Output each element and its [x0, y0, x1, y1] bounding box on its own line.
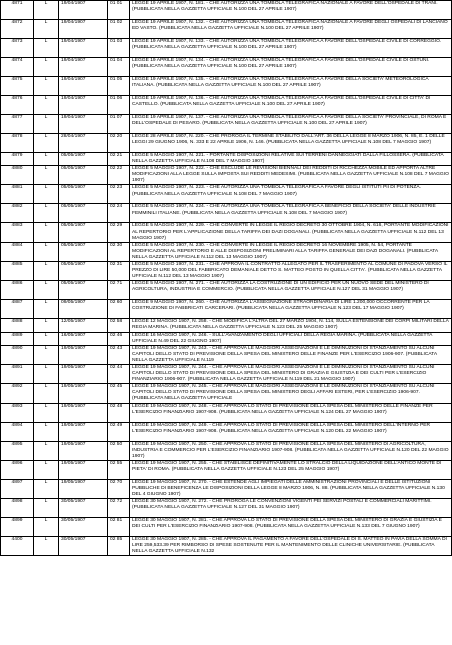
table-row [1, 345, 452, 364]
record-number: 4898 [1, 499, 34, 518]
record-type: L [34, 403, 59, 422]
record-text: LEGGE 30 MAGGIO 1907, N. 285. - CHE APPROVA IL PAGAMENTO A FAVORE DELL'OSPEDALE DI S. MATTEO IN PAVIA DELLA SOMMA DI LIRE 259,533.39 PER RIMBORSO DI SPESE SOSTENUTE PER IL MANTENIMENTO DELLE CLINICHE UNIVERSITARIE. (PUBBLICATA NELLA GAZZETTA UFFICIALE N.132 [130, 537, 452, 556]
record-number: 4880 [1, 166, 34, 185]
table-row [1, 319, 452, 332]
table-row [1, 204, 452, 223]
record-text: LEGGE 19 APRILE 1907, N. 132. - CHE AUTORIZZA UNA TOMBOLA TELEGRAFICA NAZIONALE A FAVORE DEGLI OSPEDALI DI LANCIANO ED VASTO. (PUBBLICATA NELLA GAZZETTA UFFICIALE N.100 DEL 27 APRILE 1907) [130, 20, 452, 39]
record-type: L [34, 39, 59, 58]
record-type: L [34, 384, 59, 403]
record-number: 4881 [1, 185, 34, 204]
table-row [1, 39, 452, 58]
record-number: 4885 [1, 262, 34, 281]
record-number: 4878 [1, 134, 34, 153]
record-text: LEGGE 19 MAGGIO 1907, N. 243. - CHE APPROVA LE MAGGIORI ASSEGNAZIONI E LE DIMINUZIONI DI STANZIAMENTO SU ALCUNI CAPITOLI DELLO STATO DI PREVISIONE DELLA SPESA DEL MINISTERO DELLE FINANZE PER L'ESERCIZIO 1906-907. (PUBBLICATA NELLA GAZZETTA UFFICIALE N.119 [130, 345, 452, 364]
record-index: 02 22 [108, 166, 130, 185]
table-row [1, 166, 452, 185]
record-type: L [34, 242, 59, 261]
record-text: LEGGE 19 APRILE 1907, N. 181. - CHE AUTORIZZA UNA TOMBOLA TELEGRAFICA NAZIONALE A FAVORE DELL'OSPEDALE DI TRANI. (PUBBLICATA NELLA GAZZETTA UFFICIALE N.100 DEL 27 APRILE 1907) [130, 1, 452, 20]
record-index: 02 29 [108, 223, 130, 242]
record-text: LEGGE 9 MAGGIO 1907, N. 260. - CHE AUTORIZZA L'ASSEGNAZIONE STRAORDINARIA DI LIRE 1.200,000 OCCORRENTE PER LA COSTRUZIONE DI FABBRICATI CARCERARI. (PUBBLICATA NELLA GAZZETTA UFFICIALE N.123 DEL 17 MAGGIO 1907) [130, 300, 452, 319]
record-type: L [34, 204, 59, 223]
record-text: LEGGE 19 MAGGIO 1907, N. 245. - CHE APPROVA LE MAGGIORI ASSEGNAZIONI E LE DIMINUZIONI DI STANZIAMENTO SU ALCUNI CAPITOLI DELLO STATO DI PREVISIONE DELLA SPESA DEL MINISTERO DEGLI AFFARI ESTERI, PER L'ESERCIZIO 1906-907. (PUBBLICATA NELLA GAZZETTA UFFICIALE [130, 384, 452, 403]
record-text: LEGGE 19 APRILE 1907, N. 135. - CHE AUTORIZZA UNA TOMBOLA TELEGRAFICA A FAVORE DELLA SOCIETA' METEOROLOGICA ITALIANA. (PUBBLICATA NELLA GAZZETTA UFFICIALE N.100 DEL 27 APRILE 1907) [130, 77, 452, 96]
record-index: 02 24 [108, 204, 130, 223]
table-row [1, 364, 452, 383]
table-row [1, 58, 452, 77]
record-type: L [34, 153, 59, 166]
record-date: 19/04/1907 [59, 1, 108, 20]
record-index: 02 72 [108, 499, 130, 518]
record-number: 4874 [1, 58, 34, 77]
record-type: L [34, 1, 59, 20]
record-index: 01 07 [108, 115, 130, 134]
record-number: 4899 [1, 518, 34, 537]
table-row [1, 20, 452, 39]
table-row [1, 479, 452, 498]
record-type: L [34, 134, 59, 153]
record-type: L [34, 281, 59, 300]
record-index: 02 20 [108, 134, 130, 153]
record-text: LEGGE 19 APRILE 1907, N. 137. - CHE AUTORIZZA UNA TOMBOLA TELEGRAFICA A FAVORE DELLA SOCIETA' PROVINCIALE, DI ROMA E DELL'OSPEDALE DI PESARO. (PUBBLICATA NELLA GAZZETTA UFFICIALE N.100 DEL 27 APRILE 1907) [130, 115, 452, 134]
record-date: 28/04/1907 [59, 134, 108, 153]
record-number: 4891 [1, 364, 34, 383]
record-text: LEGGE 19 MAGGIO 1907, N. 244. - CHE APPROVA LE MAGGIORI ASSEGNAZIONI E LE DIMINUZIONI DI STANZIAMENTO SU ALCUNI CAPITOLI DELLO STATO DI PREVISIONE DELLA SPESA DEL MINISTERO DI GRAZIA E GIUSTIZIA E DEI CULTI PER L'ESERCIZIO FINANZIARIO 1906-907. (PUBBLICATA NELLA GAZZETTA UFFICIALE N.119 DEL 21 MAGGIO 1907) [130, 364, 452, 383]
record-type: L [34, 364, 59, 383]
table-row [1, 499, 452, 518]
table-row [1, 518, 452, 537]
record-date: 05/05/1907 [59, 223, 108, 242]
record-date: 19/05/1907 [59, 441, 108, 460]
record-text: LEGGE 30 MAGGIO 1907, N. 272. - CHE PROROGA LE CONVENZIONI VIGENTI PEI SERVIZI POSTALI E COMMERCIALI MARITTIMI. (PUBBLICATA NELLA GAZZETTA UFFICIALE N.127 DEL 31 MAGGIO 1907) [130, 499, 452, 518]
record-date: 05/05/1907 [59, 185, 108, 204]
record-number: 4896 [1, 460, 34, 479]
record-number: 4887 [1, 300, 34, 319]
record-date: 30/05/1907 [59, 518, 108, 537]
record-date: 30/05/1907 [59, 499, 108, 518]
record-type: L [34, 422, 59, 441]
record-index: 01 04 [108, 58, 130, 77]
record-index: 02 70 [108, 479, 130, 498]
record-type: L [34, 537, 59, 556]
table-row [1, 384, 452, 403]
record-text: LEGGE 19 MAGGIO 1907, N. 248. - CHE APPROVA LO STATO DI PREVISIONE DELLA SPESA DEL MINISTERO DELLE FINANZE PER L'ESERCIZIO FINANZIARIO 1907-908. (PUBBLICATA NELLA GAZZETTA UFFICIALE N.124 DEL 27 MAGGIO 1907) [130, 403, 452, 422]
record-type: L [34, 518, 59, 537]
table-row [1, 1, 452, 20]
record-date: 05/05/1907 [59, 281, 108, 300]
record-date: 19/04/1907 [59, 115, 108, 134]
record-number: 4890 [1, 345, 34, 364]
record-date: 16/05/1907 [59, 332, 108, 345]
record-number: 4883 [1, 223, 34, 242]
record-type: L [34, 115, 59, 134]
record-index: 02 43 [108, 345, 130, 364]
record-date: 05/05/1907 [59, 166, 108, 185]
record-type: L [34, 345, 59, 364]
record-date: 30/05/1907 [59, 537, 108, 556]
table-row [1, 403, 452, 422]
table-row [1, 134, 452, 153]
record-date: 19/05/1907 [59, 364, 108, 383]
record-text: LEGGE 5 MAGGIO 1907, N. 229. - CHE CONVERTE IN LEGGE IL REGIO DECRETO 30 OTTOBRE 1904, N. 616, PORTANTE MODIFICAZIONI AL REPERTORIO PER L'APPLICAZIONE DELLA TARIFFA DEI DAZI DOGANALI. (PUBBLICATA NELLA GAZZETTA UFFICIALE N.112 DEL 13 MAGGIO 1907) [130, 223, 452, 242]
record-type: L [34, 479, 59, 498]
record-text: LEGGE 30 MAGGIO 1907, N. 281. - CHE APPROVA LO STATO DI PREVISIONE DELLA SPESA DEL MINISTERO DI GRAZIA E GIUSTIZIA E DEI CULTI PER L'ESERCIZIO FINANZIARIO 1907-908. (PUBBLICATA NELLA GAZZETTA UFFICIALE N.133 DEL 7 GIUGNO 1907) [130, 518, 452, 537]
record-number: 4873 [1, 39, 34, 58]
record-index: 02 48 [108, 403, 130, 422]
record-number: 4871 [1, 1, 34, 20]
record-type: L [34, 96, 59, 115]
record-number: 4893 [1, 403, 34, 422]
record-text: LEGGE 19 APRILE 1907, N. 134. - CHE AUTORIZZA UNA TOMBOLA TELEGRAFICA A FAVORE DELL'OSPEDALE CIVILE DI OSTUNI. (PUBBLICATA NELLA GAZZETTA UFFICIALE N.100 DEL 27 APRILE 1907) [130, 58, 452, 77]
record-date: 19/05/1907 [59, 384, 108, 403]
record-index: 02 85 [108, 537, 130, 556]
record-date: 19/04/1907 [59, 96, 108, 115]
record-text: LEGGE 19 MAGGIO 1907, N. 255. - CHE STABILISCE DEFINITIVAMENTE LO STRALCIO DELLA LIQUIDAZIONE DELL'ANTICO MONTE DI PIETA' DI ROMA. (PUBBLICATA NELLA GAZZETTA UFFICIALE N.123 DEL 25 MAGGIO 1907) [130, 460, 452, 479]
record-text: LEGGE 5 MAGGIO 1907, N. 271. - CHE AUTORIZZA LA COSTRUZIONE DI UN EDIFICIO PER UN NUOVO SEDE DEL MINISTERO DI AGRICOLTURA, INDUSTRIA E COMMERCIO. (PUBBLICATA NELLA GAZZETTA UFFICIALE N.127 DEL 31 MAGGIO 1907) [130, 281, 452, 300]
record-date: 19/05/1907 [59, 345, 108, 364]
record-index: 02 44 [108, 364, 130, 383]
record-date: 19/05/1907 [59, 479, 108, 498]
record-index: 01 01 [108, 1, 130, 20]
record-date: 05/05/1907 [59, 204, 108, 223]
record-index: 02 71 [108, 281, 130, 300]
table-row [1, 223, 452, 242]
record-text: LEGGE 19 APRILE 1907, N. 133. - CHE AUTORIZZA UNA TOMBOLA TELEGRAFICA A FAVORE DELL'OSPEDALE CIVILE DI CORREGGIO. (PUBBLICATA NELLA GAZZETTA UFFICIALE N.100 DEL 27 APRILE 1907) [130, 39, 452, 58]
record-number: 4876 [1, 96, 34, 115]
record-number: 4877 [1, 115, 34, 134]
record-index: 02 50 [108, 441, 130, 460]
record-type: L [34, 319, 59, 332]
record-number: 4895 [1, 441, 34, 460]
record-date: 05/05/1907 [59, 242, 108, 261]
table-row [1, 332, 452, 345]
record-date: 19/05/1907 [59, 460, 108, 479]
record-type: L [34, 460, 59, 479]
record-text: LEGGE 19 MAGGIO 1907, N. 249. - CHE APPROVA LO STATO DI PREVISIONE DELLA SPESA DEL MINISTERO DELL'INTERNO PER L'ESERCIZIO FINANZIARIO 1907-908. (PUBBLICATA NELLA GAZZETTA UFFICIALE N.120 DEL 22 MAGGIO 1907) [130, 422, 452, 441]
record-type: L [34, 58, 59, 77]
record-date: 19/04/1907 [59, 58, 108, 77]
record-text: LEGGE 5 MAGGIO 1907, N. 230. - CHE CONVERTE IN LEGGE IL REGIO DECRETO 16 NOVEMBRE 1905, N. 54, PORTANTE MODIFICAZIONI AL REPERTORIO E ALLE DISPOSIZIONI PRELIMINARI ALLA TARIFFA GENERALE DEI DAZI DOGANALI. (PUBBLICATA NELLA GAZZETTA UFFICIALE N.112 DEL 13 MAGGIO 1907) [130, 242, 452, 261]
record-index: 02 81 [108, 518, 130, 537]
table-row [1, 153, 452, 166]
table-row [1, 300, 452, 319]
record-type: L [34, 223, 59, 242]
record-index: 02 58 [108, 319, 130, 332]
record-text: LEGGE 5 MAGGIO 1907, N. 221. - PORTANTE DISPOSIZIONI RELATIVE SUI TERRENI DANNEGGIATI DALLA FILLOSSERA. (PUBBLICATA NELLA GAZZETTA UFFICIALE N.108 DEL 7 MAGGIO 1907) [130, 153, 452, 166]
record-date: 19/04/1907 [59, 39, 108, 58]
record-type: L [34, 441, 59, 460]
record-number: 4875 [1, 77, 34, 96]
record-index: 01 02 [108, 20, 130, 39]
record-index: 02 31 [108, 262, 130, 281]
record-index: 01 06 [108, 96, 130, 115]
record-type: L [34, 300, 59, 319]
record-index: 02 30 [108, 242, 130, 261]
record-type: L [34, 20, 59, 39]
record-text: LEGGE 16 MAGGIO 1907, N. 246. - SULL'AVANZAMENTO DEGLI UFFICIALI DELLA REGIA MARINA. (PUBBLICATA NELLA GAZZETTA UFFICIALE N.49 DEL 22 GIUGNO 1907) [130, 332, 452, 345]
record-text: LEGGE 5 MAGGIO 1907, N. 231. - CHE APPROVA IL CONTRATTO ALLEGATO PER IL TRASFERIMENTO AL COMUNE DI PADOVA VERSO IL PREZZO DI LIRE 50,000 DEL FABBRICATO DEMANIALE DETTO S. MATTEO POSTO IN QUELLA CITTA'. (PUBBLICATA NELLA GAZZETTA UFFICIALE N.112 DEL 13 MAGGIO 1907) [130, 262, 452, 281]
record-number: 4886 [1, 281, 34, 300]
record-text: LEGGE 19 MAGGIO 1907, N. 250. - CHE APPROVA LO STATO DI PREVISIONE DELLA SPESA DEL MINISTERO DI AGRICOLTURA, INDUSTRIA E COMMERCIO PER L'ESERCIZIO FINANZIARIO 1907-908. (PUBBLICATA NELLA GAZZETTA UFFICIALE N.120 DEL 22 MAGGIO 1907) [130, 441, 452, 460]
record-date: 05/05/1907 [59, 262, 108, 281]
record-text: LEGGE 19 APRILE 1907, N. 136. - CHE AUTORIZZA UNA TOMBOLA TELEGRAFICA A FAVORE DELL'OSPEDALE CIVILE DI CITTA' DI CASTELLO. (PUBBLICATA NELLA GAZZETTA UFFICIALE N.100 DEL 27 APRILE 1907) [130, 96, 452, 115]
record-type: L [34, 166, 59, 185]
record-index: 02 46 [108, 332, 130, 345]
record-index: 01 03 [108, 39, 130, 58]
record-index: 02 23 [108, 185, 130, 204]
table-row [1, 460, 452, 479]
record-number: 4882 [1, 204, 34, 223]
record-date: 09/05/1907 [59, 300, 108, 319]
table-row [1, 281, 452, 300]
table-row [1, 96, 452, 115]
table-row [1, 422, 452, 441]
register-rows [1, 1, 452, 556]
record-date: 12/05/1907 [59, 319, 108, 332]
record-type: L [34, 185, 59, 204]
table-row [1, 185, 452, 204]
record-date: 19/05/1907 [59, 422, 108, 441]
record-type: L [34, 332, 59, 345]
record-number: 4892 [1, 384, 34, 403]
record-text: LEGGE 28 APRILE 1907, N. 220. - CHE PROROGA IL TERMINE STABILITO DALL'ART. 36 DELLA LEGGE 8 MARZO 1906, N. 85, E. 1 DELLE LEGGI 29 GIUGNO 1906, N. 333 E 22 APRILE 1906, N. 146. (PUBBLICATA NELLA GAZZETTA UFFICIALE N.108 DEL 7 MAGGIO 1907) [130, 134, 452, 153]
record-number: 4894 [1, 422, 34, 441]
record-date: 19/04/1907 [59, 20, 108, 39]
record-type: L [34, 262, 59, 281]
record-index: 02 55 [108, 460, 130, 479]
record-index: 01 05 [108, 77, 130, 96]
table-row [1, 115, 452, 134]
record-type: L [34, 499, 59, 518]
record-number: 4888 [1, 319, 34, 332]
record-text: LEGGE 5 MAGGIO 1907, N. 224. - CHE AUTORIZZA UNA TOMBOLA TELEGRAFICA A BENEFICIO DELLA SOCIETA' DELLE INDUSTRIE FEMMINILI ITALIANE. (PUBBLICATA NELLA GAZZETTA UFFICIALE N.108 DEL 7 MAGGIO 1907) [130, 204, 452, 223]
table-row [1, 441, 452, 460]
record-index: 02 49 [108, 422, 130, 441]
table-row [1, 77, 452, 96]
record-index: 02 60 [108, 300, 130, 319]
record-number: 4884 [1, 242, 34, 261]
record-date: 19/04/1907 [59, 77, 108, 96]
record-number: 4897 [1, 479, 34, 498]
record-text: LEGGE 5 MAGGIO 1907, N. 222. - CHE ESCLUDE LE REVISIONI BIENNALI DEI REDDITI DI RICCHEZZA MOBILE ED APPORTA ALTRE MODIFICAZIONI ALLA LEGGE SULLA IMPOSTA SUI REDDITI MEDESIMI. (PUBBLICATA NELLA GAZZETTA UFFICIALE N.108 DEL 7 MAGGIO 1907) [130, 166, 452, 185]
record-number: 4889 [1, 332, 34, 345]
record-text: LEGGE 5 MAGGIO 1907, N. 223. - CHE AUTORIZZA UNA TOMBOLA TELEGRAFICA A FAVORE DEGLI ISTITUTI PII DI POTENZA. (PUBBLICATA NELLA GAZZETTA UFFICIALE N.108 DEL 7 MAGGIO 1907) [130, 185, 452, 204]
record-type: L [34, 77, 59, 96]
record-number: 4879 [1, 153, 34, 166]
record-date: 05/05/1907 [59, 153, 108, 166]
table-row [1, 262, 452, 281]
record-number: 4400 [1, 537, 34, 556]
record-text: LEGGE 19 MAGGIO 1907, N. 270. - CHE ESTENDE AGLI IMPIEGATI DELLE AMMINISTRAZIONI PROVINCIALI E DELLE ISTITUZIONI PUBBLICHE DI BENEFICENZA LE DISPOSIZIONI DELLA LEGGE 8 MARZO 1906, N. 88. (PUBBLICATA NELLA GAZZETTA UFFICIALE N.130 DEL 4 GIUGNO 1907) [130, 479, 452, 498]
record-text: LEGGE 12 MAGGIO 1907, N. 258. - CHE MODIFICA L'ALTRA DEL 27 MARZO 1904, N. 114, SULLA ESTENSIONE DEI CORPI MILITARI DELLA REGIA MARINA. (PUBBLICATA NELLA GAZZETTA UFFICIALE N.123 DEL 25 MAGGIO 1907) [130, 319, 452, 332]
record-index: 02 45 [108, 384, 130, 403]
record-date: 19/05/1907 [59, 403, 108, 422]
table-row [1, 537, 452, 556]
table-row [1, 242, 452, 261]
record-number: 4872 [1, 20, 34, 39]
record-index: 02 21 [108, 153, 130, 166]
